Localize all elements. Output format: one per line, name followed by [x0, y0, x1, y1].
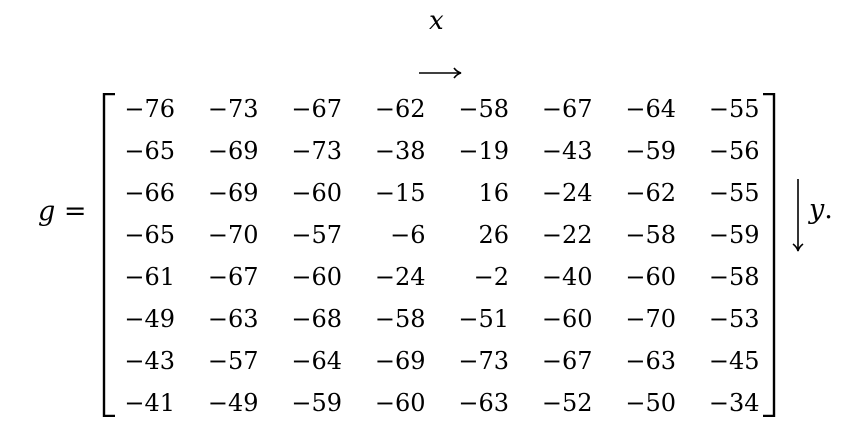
matrix-row [117, 172, 763, 214]
matrix-cell: −41 [124, 389, 175, 417]
matrix-cell: −56 [708, 137, 760, 165]
matrix-cell: −49 [207, 389, 259, 417]
matrix-row [117, 382, 763, 424]
matrix-cell: −52 [541, 389, 593, 417]
matrix-cell: −34 [708, 389, 760, 417]
matrix-row [117, 340, 763, 382]
matrix-cell: −59 [291, 389, 342, 417]
matrix-row [117, 88, 763, 130]
matrix-cell: −60 [625, 263, 676, 291]
matrix-cell: −61 [124, 263, 175, 291]
left-bracket [102, 93, 116, 417]
matrix-cell: −57 [291, 221, 342, 249]
matrix-cell: −65 [124, 221, 175, 249]
matrix-cell: −73 [207, 95, 259, 123]
matrix-cell: −69 [374, 347, 426, 375]
matrix-cell: −40 [541, 263, 593, 291]
matrix-cell: −6 [390, 221, 426, 249]
matrix-body [117, 88, 763, 424]
matrix-cell: −60 [291, 179, 342, 207]
matrix-cell: −63 [625, 347, 676, 375]
matrix-cell: −58 [374, 305, 426, 333]
matrix-cell: −43 [124, 347, 175, 375]
matrix-cell: −63 [207, 305, 259, 333]
matrix-cell: 16 [478, 179, 509, 207]
matrix-cell: −58 [458, 95, 509, 123]
matrix-cell: −15 [374, 179, 426, 207]
right-bracket [762, 93, 776, 417]
matrix-cell: −66 [124, 179, 175, 207]
matrix-cell: −51 [458, 305, 509, 333]
matrix-cell: −58 [708, 263, 760, 291]
matrix-cell: −55 [708, 95, 760, 123]
matrix-cell: −67 [207, 263, 259, 291]
matrix-row [117, 256, 763, 298]
matrix-cell: −57 [207, 347, 259, 375]
matrix-cell: −24 [374, 263, 426, 291]
equals-sign: = [63, 196, 87, 227]
matrix-cell: −70 [625, 305, 676, 333]
matrix-cell: −43 [541, 137, 593, 165]
matrix-cell: 26 [478, 221, 509, 249]
matrix-symbol: g [38, 196, 56, 227]
matrix-row [117, 214, 763, 256]
right-arrow-icon [418, 66, 462, 80]
y-symbol: y [809, 194, 825, 225]
matrix-cell: −62 [374, 95, 426, 123]
matrix-cell: −69 [207, 179, 259, 207]
matrix-cell: −65 [124, 137, 175, 165]
matrix-cell: −70 [207, 221, 259, 249]
matrix-cell: −60 [291, 263, 342, 291]
matrix-cell: −59 [625, 137, 676, 165]
matrix-cell: −64 [625, 95, 676, 123]
matrix-cell: −22 [541, 221, 593, 249]
matrix-cell: −45 [708, 347, 760, 375]
matrix-cell: −38 [374, 137, 426, 165]
matrix-cell: −62 [625, 179, 676, 207]
matrix-cell: −55 [708, 179, 760, 207]
x-axis-label: x [429, 6, 444, 36]
matrix-cell: −49 [124, 305, 175, 333]
matrix-row [117, 298, 763, 340]
matrix-cell: −68 [291, 305, 342, 333]
matrix-row [117, 130, 763, 172]
y-axis-label [809, 194, 833, 225]
matrix-cell: −67 [541, 347, 593, 375]
matrix-cell: −76 [124, 95, 175, 123]
matrix-cell: −50 [625, 389, 676, 417]
down-arrow-icon [791, 178, 805, 252]
matrix-cell: −60 [374, 389, 426, 417]
matrix-cell: −73 [291, 137, 342, 165]
equation-lhs [38, 192, 87, 232]
period: . [824, 194, 833, 225]
matrix-cell: −67 [541, 95, 593, 123]
matrix-cell: −24 [541, 179, 593, 207]
matrix-cell: −58 [625, 221, 676, 249]
matrix-cell: −59 [708, 221, 760, 249]
matrix-cell: −19 [458, 137, 509, 165]
matrix-cell: −69 [207, 137, 259, 165]
matrix-cell: −63 [458, 389, 509, 417]
matrix-cell: −53 [708, 305, 760, 333]
matrix-cell: −60 [541, 305, 593, 333]
matrix-cell: −67 [291, 95, 342, 123]
matrix-cell: −73 [458, 347, 509, 375]
matrix-cell: −2 [473, 263, 509, 291]
matrix-cell: −64 [291, 347, 342, 375]
